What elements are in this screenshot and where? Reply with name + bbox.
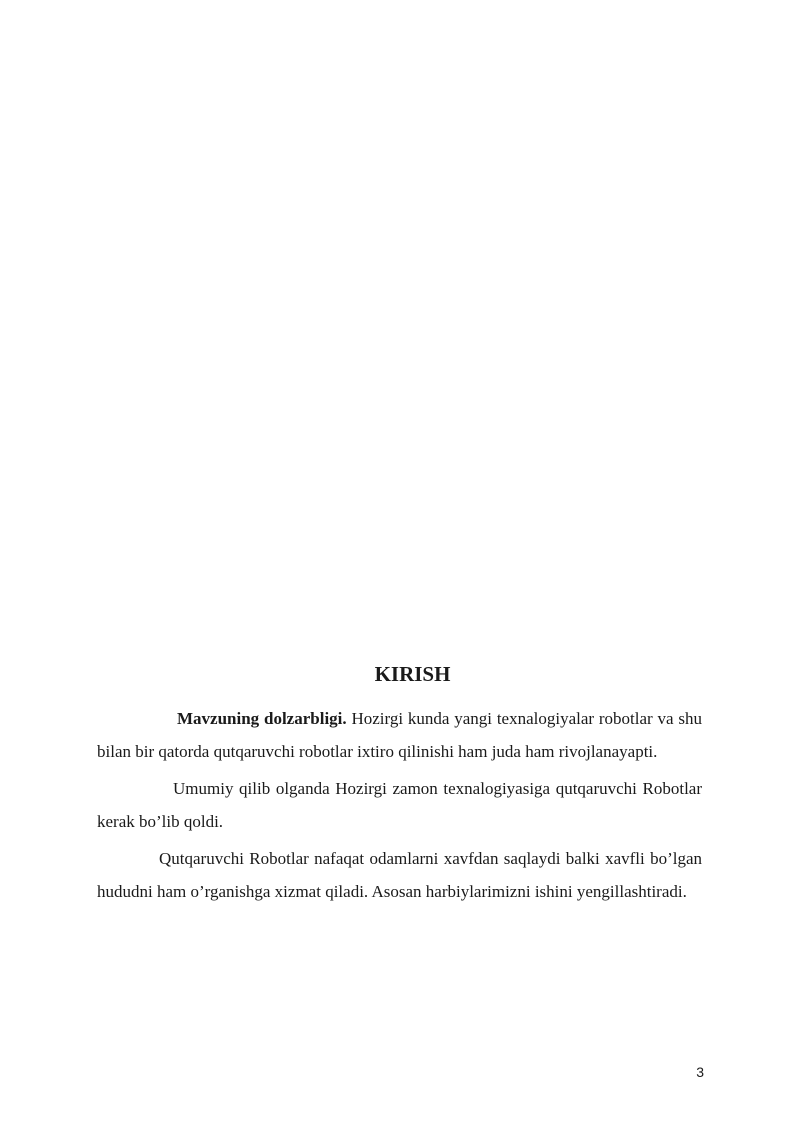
paragraph-text: Umumiy qilib olganda Hozirgi zamon texnalogiyasiga qutqaruvchi Robotlar kerak bo’lib qoldi. [97, 779, 702, 831]
page-content [97, 660, 702, 912]
paragraph-text: Qutqaruvchi Robotlar nafaqat odamlarni xavfdan saqlaydi balki xavfli bo’lgan hududni ham o’rganishga xizmat qiladi. Asosan harbiylarimizni ishini yengillashtiradi. [97, 849, 702, 901]
paragraph-general [97, 772, 702, 838]
paragraph-lead: Mavzuning dolzarbligi. [177, 709, 347, 728]
paragraph-rescue-robots [97, 842, 702, 908]
paragraph-text: Hozirgi kunda yangi texnalogiyalar robotlar va shu bilan bir qatorda qutqaruvchi robotlar ixtiro qilinishi ham juda ham rivojlanayapti. [97, 709, 702, 761]
paragraph-relevance [97, 702, 702, 768]
section-heading: KIRISH [374, 662, 451, 686]
page-number: 3 [696, 1064, 704, 1080]
